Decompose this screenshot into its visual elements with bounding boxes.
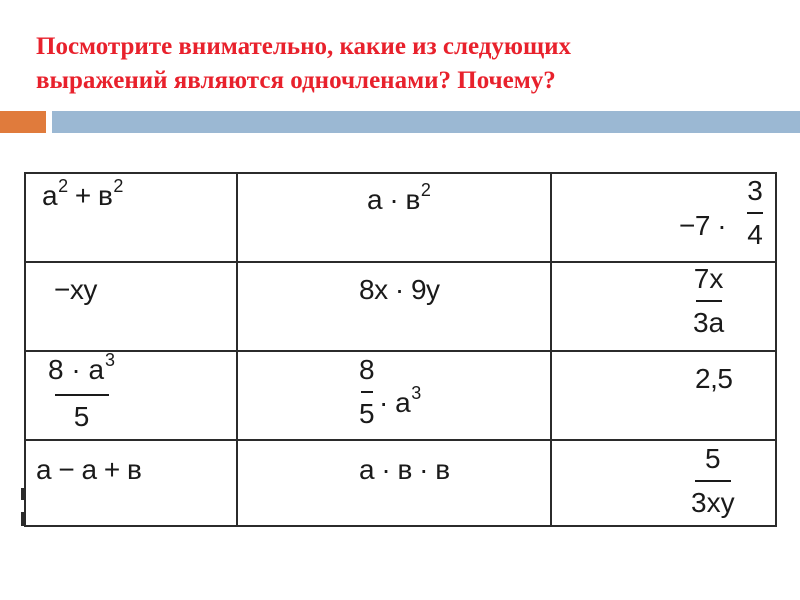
expression bbox=[42, 176, 123, 212]
cell-r3c3 bbox=[551, 351, 777, 440]
cell-r4c2 bbox=[237, 440, 551, 526]
cell-r2c3 bbox=[551, 262, 777, 351]
fraction-bar bbox=[695, 480, 731, 482]
expr-exponent: 2 bbox=[113, 176, 123, 196]
expression: а · в · в bbox=[359, 454, 450, 485]
expr-prefix: −7 · bbox=[679, 210, 727, 241]
fraction bbox=[48, 350, 116, 434]
cell-r1c2 bbox=[237, 172, 551, 262]
cell-r2c1 bbox=[24, 262, 237, 351]
title-line-1: Посмотрите внимательно, какие из следующих bbox=[36, 33, 572, 60]
expressions-table bbox=[24, 172, 777, 527]
expr-base: 8 · а bbox=[48, 354, 105, 385]
fraction-numerator: 8 bbox=[359, 354, 375, 385]
expr-exponent: 3 bbox=[105, 350, 116, 370]
fraction-denominator: 5 bbox=[359, 398, 375, 429]
fraction-bar bbox=[747, 212, 763, 214]
expression bbox=[367, 180, 431, 216]
fraction-denominator: 5 bbox=[73, 401, 90, 432]
fraction-bar bbox=[361, 391, 373, 393]
fraction-denominator: 4 bbox=[747, 219, 763, 250]
expression: а − а + в bbox=[36, 454, 142, 485]
expr-exponent: 2 bbox=[420, 180, 431, 200]
expr-term: + в bbox=[67, 180, 113, 211]
expression: 2,5 bbox=[695, 363, 733, 394]
cell-r1c1 bbox=[24, 172, 237, 262]
fraction-denominator: 3ху bbox=[691, 487, 735, 518]
title-line-2: выражений являются одночленами? Почему? bbox=[36, 67, 556, 94]
fraction-denominator: 3а bbox=[693, 307, 725, 338]
expression bbox=[379, 383, 421, 419]
fraction bbox=[747, 174, 763, 252]
fraction bbox=[359, 353, 375, 431]
header-bar bbox=[52, 111, 800, 133]
fraction-numerator bbox=[48, 350, 116, 390]
fraction bbox=[691, 442, 735, 520]
fraction-bar bbox=[55, 394, 109, 396]
expression: 8х · 9у bbox=[359, 274, 440, 305]
cell-r3c2 bbox=[237, 351, 551, 440]
fraction-numerator: 3 bbox=[747, 175, 763, 206]
cell-r3c1 bbox=[24, 351, 237, 440]
fraction bbox=[693, 262, 724, 340]
fraction-numerator: 5 bbox=[705, 443, 721, 474]
cell-r4c3 bbox=[551, 440, 777, 526]
slide-title bbox=[36, 30, 776, 98]
cell-r1c3 bbox=[551, 172, 777, 262]
fraction-numerator: 7х bbox=[693, 263, 724, 294]
cell-r2c2 bbox=[237, 262, 551, 351]
fraction-bar bbox=[696, 300, 722, 302]
expression: −ху bbox=[54, 274, 97, 305]
cell-r4c1 bbox=[24, 440, 237, 526]
expr-exponent: 2 bbox=[58, 176, 68, 196]
expr-base: а bbox=[42, 180, 58, 211]
accent-bar bbox=[0, 111, 46, 133]
expr-base: а · в bbox=[367, 184, 420, 215]
expr-exponent: 3 bbox=[411, 383, 421, 403]
expr-base: · а bbox=[379, 387, 411, 418]
